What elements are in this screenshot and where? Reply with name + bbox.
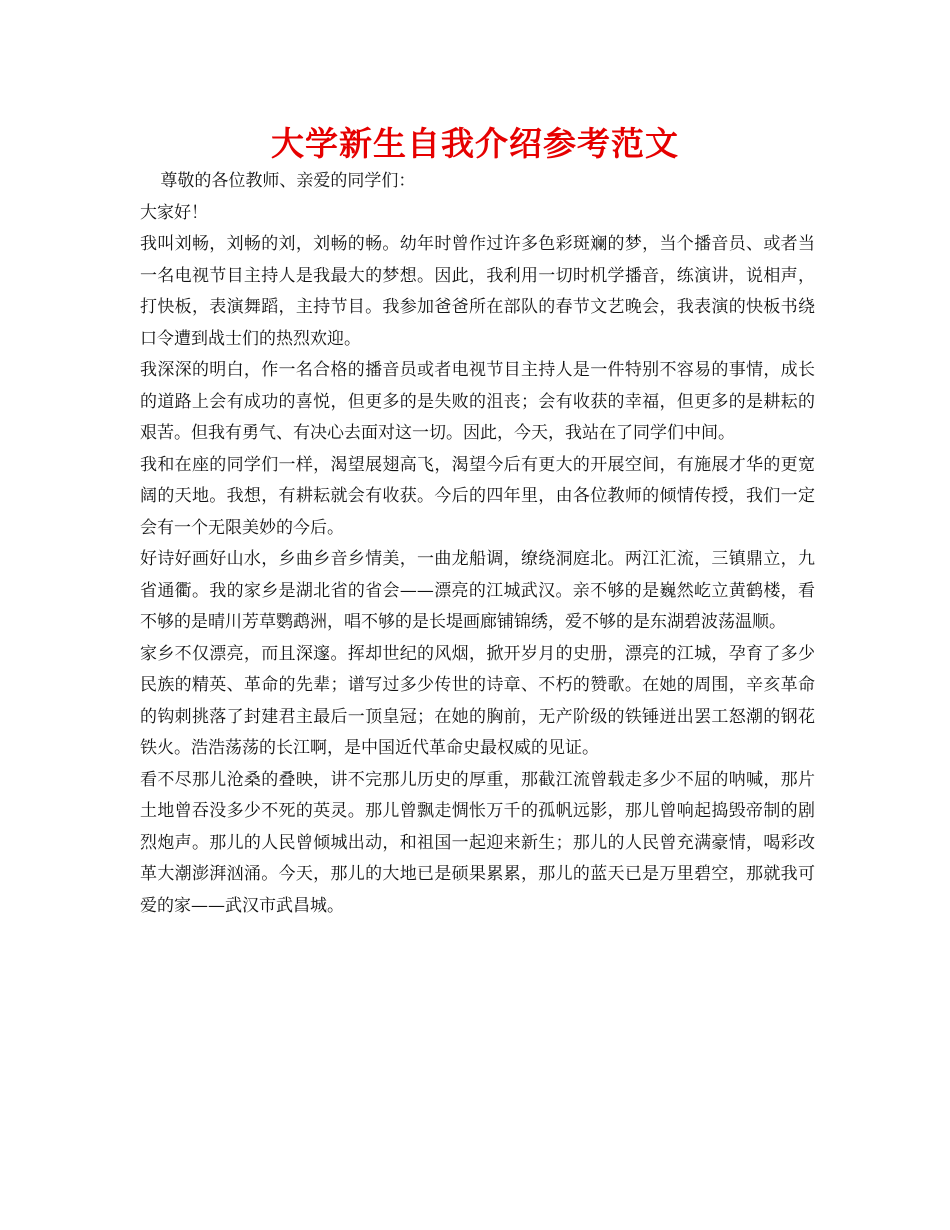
paragraph: 家乡不仅漂亮，而且深邃。挥却世纪的风烟，掀开岁月的史册，漂亮的江城，孕育了多少民族的精英、革命的先辈；谱写过多少传世的诗章、不朽的赞歌。在她的周围，辛亥革命的钩刺挑落了封建君主最后一顶皇冠；在她的胸前，无产阶级的铁锤迸出罢工怒潮的钢花铁火。浩浩荡荡的长江啊，是中国近代革命史最权威的见证。	[140, 643, 815, 758]
paragraph: 我叫刘畅，刘畅的刘，刘畅的畅。幼年时曾作过许多色彩斑斓的梦，当个播音员、或者当一名电视节目主持人是我最大的梦想。因此，我利用一切时机学播音，练演讲，说相声，打快板，表演舞蹈，主持节目。我参加爸爸所在部队的春节文艺晚会，我表演的快板书绕口令遭到战士们的热烈欢迎。	[140, 234, 815, 349]
salutation: 尊敬的各位教师、亲爱的同学们：	[160, 171, 416, 191]
greeting: 大家好！	[140, 202, 208, 223]
document-body	[140, 166, 815, 922]
paragraph: 我和在座的同学们一样，渴望展翅高飞，渴望今后有更大的开展空间，有施展才华的更宽阔的天地。我想，有耕耘就会有收获。今后的四年里，由各位教师的倾情传授，我们一定会有一个无限美妙的今后。	[140, 454, 815, 538]
document-title: 大学新生自我介绍参考范文	[271, 124, 679, 163]
paragraph: 我深深的明白，作一名合格的播音员或者电视节目主持人是一件特别不容易的事情，成长的道路上会有成功的喜悦，但更多的是失败的沮丧；会有收获的幸福，但更多的是耕耘的艰苦。但我有勇气、有决心去面对这一切。因此，今天，我站在了同学们中间。	[140, 360, 815, 443]
paragraph: 看不尽那儿沧桑的叠映，讲不完那儿历史的厚重，那截江流曾载走多少不屈的呐喊，那片土地曾吞没多少不死的英灵。那儿曾飘走惆怅万千的孤帆远影，那儿曾响起捣毁帝制的剧烈炮声。那儿的人民曾倾城出动，和祖国一起迎来新生；那儿的人民曾充满豪情，喝彩改革大潮澎湃汹涌。今天，那儿的大地已是硕果累累，那儿的蓝天已是万里碧空，那就我可爱的家——武汉市武昌城。	[140, 769, 815, 916]
paragraph: 好诗好画好山水，乡曲乡音乡情美，一曲龙船调，缭绕洞庭北。两江汇流，三镇鼎立，九省通衢。我的家乡是湖北省的省会——漂亮的江城武汉。亲不够的是巍然屹立黄鹤楼，看不够的是晴川芳草鹦鹉洲，唱不够的是长堤画廊铺锦绣，爱不够的是东湖碧波荡温顺。	[140, 549, 815, 632]
